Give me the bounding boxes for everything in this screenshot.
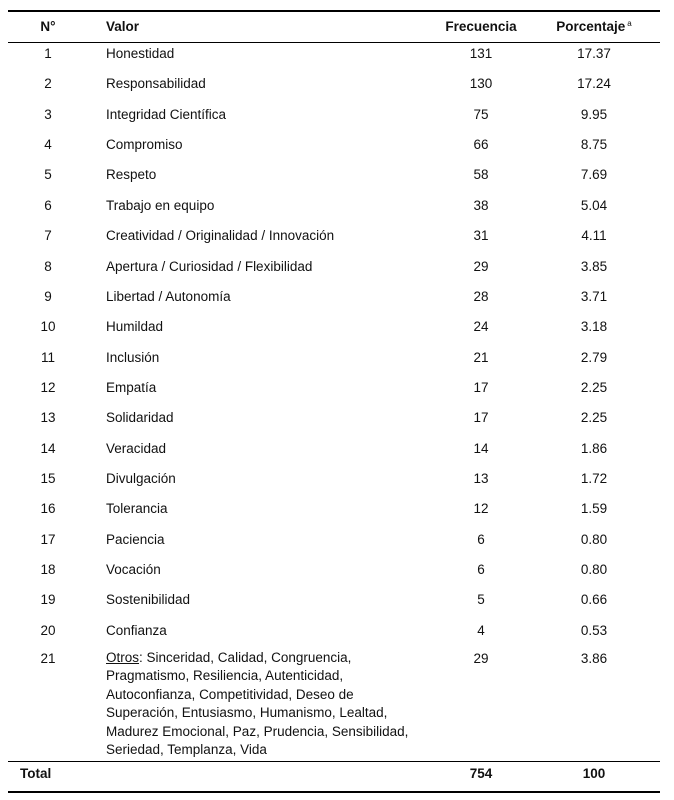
- cell-num: 7: [44, 228, 52, 244]
- cell-porcentaje: 2.25: [580, 410, 608, 426]
- cell-valor: Libertad / Autonomía: [106, 288, 231, 304]
- cell-porcentaje: 0.80: [580, 531, 608, 547]
- cell-frecuencia: 14: [473, 440, 489, 456]
- cell-frecuencia: 29: [473, 258, 489, 274]
- table-row: [8, 226, 660, 246]
- cell-frecuencia: 38: [473, 197, 489, 213]
- cell-num: 13: [40, 410, 56, 426]
- cell-num: 17: [40, 531, 56, 547]
- cell-porcentaje: 0.53: [580, 622, 608, 638]
- cell-num: 21: [40, 651, 56, 666]
- cell-valor: Humildad: [106, 319, 164, 335]
- cell-num: 3: [44, 106, 52, 122]
- total-frecuencia: 754: [469, 766, 493, 781]
- header-frecuencia: Frecuencia: [445, 19, 517, 34]
- cell-porcentaje: 17.24: [577, 76, 611, 92]
- cell-frecuencia: 58: [473, 167, 489, 183]
- cell-num: 16: [40, 501, 56, 517]
- cell-frecuencia: 21: [473, 349, 489, 365]
- table-header: [8, 17, 660, 37]
- cell-num: 1: [44, 46, 52, 61]
- cell-valor: Solidaridad: [106, 410, 174, 426]
- cell-num: 6: [44, 197, 52, 213]
- cell-valor: Paciencia: [106, 531, 165, 547]
- cell-porcentaje: 4.11: [581, 228, 607, 244]
- cell-num: 15: [40, 470, 56, 486]
- cell-frecuencia: 4: [477, 622, 485, 638]
- cell-valor: Trabajo en equipo: [106, 197, 215, 213]
- cell-num: 12: [40, 379, 56, 395]
- cell-num: 10: [40, 319, 56, 335]
- cell-porcentaje: 2.79: [580, 349, 608, 365]
- otros-cell: [106, 649, 426, 759]
- table-row: [8, 469, 660, 489]
- table-row: [8, 287, 660, 307]
- cell-frecuencia: 17: [473, 410, 489, 426]
- header-num: N°: [40, 19, 56, 34]
- header-porcentaje: Porcentaje $^a$: [556, 18, 632, 34]
- cell-frecuencia: 28: [473, 288, 489, 304]
- porcentaje-footnote-mark: a: [627, 18, 632, 28]
- table-row: [8, 408, 660, 428]
- cell-porcentaje: 0.80: [580, 562, 608, 577]
- cell-valor: Compromiso: [106, 137, 183, 153]
- cell-frecuencia: 13: [473, 470, 489, 486]
- cell-valor: Respeto: [106, 167, 157, 183]
- total-rule: [8, 761, 660, 762]
- cell-porcentaje: 9.95: [580, 106, 608, 122]
- cell-frecuencia: 31: [473, 228, 489, 244]
- cell-porcentaje: 3.85: [580, 258, 608, 274]
- otros-items: : Sinceridad, Calidad, Congruencia, Pragmatismo, Resiliencia, Autenticidad, Autoconfianza, Competitividad, Deseo de Superación, Entusiasmo, Humanismo, Lealtad, Madurez Emocional, Paz, Prudencia, Sensibilidad, Seriedad, Templanza, Vida: [106, 650, 409, 758]
- cell-valor: Vocación: [106, 562, 161, 577]
- table-row: [8, 499, 660, 519]
- cell-num: 4: [44, 137, 52, 153]
- table-row: [8, 348, 660, 368]
- cell-porcentaje: 17.37: [577, 46, 611, 61]
- table-row: [8, 378, 660, 398]
- cell-porcentaje: 2.25: [580, 379, 608, 395]
- otros-label: Otros: [106, 650, 140, 665]
- table-row-total: [8, 764, 660, 784]
- cell-num: 8: [44, 258, 52, 274]
- cell-porcentaje: 7.69: [580, 167, 608, 183]
- table-row: [8, 44, 660, 64]
- cell-valor: Apertura / Curiosidad / Flexibilidad: [106, 258, 313, 274]
- cell-valor: Veracidad: [106, 440, 167, 456]
- cell-porcentaje: 3.86: [580, 651, 608, 666]
- table-row: [8, 439, 660, 459]
- cell-valor: Sostenibilidad: [106, 592, 191, 608]
- cell-valor: Confianza: [106, 622, 167, 638]
- cell-frecuencia: 66: [473, 137, 489, 153]
- cell-num: 11: [40, 349, 55, 365]
- cell-porcentaje: 8.75: [580, 137, 608, 153]
- cell-porcentaje: 0.66: [580, 592, 608, 608]
- cell-valor: Tolerancia: [106, 501, 168, 517]
- cell-porcentaje: 3.71: [580, 288, 608, 304]
- cell-num: 9: [44, 288, 52, 304]
- table-row: [8, 257, 660, 277]
- table-row: [8, 621, 660, 641]
- table-row: [8, 196, 660, 216]
- cell-porcentaje: 1.72: [580, 470, 608, 486]
- top-rule: [8, 10, 660, 12]
- cell-num: 14: [40, 440, 56, 456]
- cell-frecuencia: 5: [477, 592, 485, 608]
- cell-valor: Empatía: [106, 379, 157, 395]
- cell-frecuencia: 75: [473, 106, 489, 122]
- table-row: [8, 560, 660, 580]
- cell-valor: Responsabilidad: [106, 76, 206, 92]
- table-row: [8, 530, 660, 550]
- total-label: Total: [20, 766, 52, 781]
- table-row: [8, 105, 660, 125]
- total-porcentaje: 100: [582, 766, 606, 781]
- cell-frecuencia: 6: [477, 562, 485, 577]
- cell-frecuencia: 6: [477, 531, 485, 547]
- cell-porcentaje: 5.04: [580, 197, 608, 213]
- header-valor: Valor: [106, 19, 140, 34]
- table-row: [8, 165, 660, 185]
- table-row: [8, 317, 660, 337]
- cell-porcentaje: 1.59: [580, 501, 608, 517]
- cell-valor: Creatividad / Originalidad / Innovación: [106, 228, 335, 244]
- table-row: [8, 74, 660, 94]
- cell-frecuencia: 12: [473, 501, 489, 517]
- cell-frecuencia: 130: [469, 76, 493, 92]
- cell-valor: Integridad Científica: [106, 106, 227, 122]
- table-row: [8, 135, 660, 155]
- cell-frecuencia: 131: [469, 46, 493, 61]
- cell-valor: Honestidad: [106, 46, 175, 61]
- header-rule: [8, 42, 660, 43]
- table-row: [8, 590, 660, 610]
- cell-num: 5: [44, 167, 52, 183]
- bottom-rule: [8, 791, 660, 793]
- cell-num: 19: [40, 592, 56, 608]
- cell-frecuencia: 29: [473, 651, 489, 666]
- cell-num: 18: [40, 562, 56, 577]
- cell-valor: Divulgación: [106, 470, 176, 486]
- table-row-otros: [8, 649, 660, 769]
- cell-frecuencia: 17: [473, 379, 489, 395]
- cell-valor: Inclusión: [106, 349, 160, 365]
- cell-frecuencia: 24: [473, 319, 489, 335]
- cell-num: 20: [40, 622, 56, 638]
- cell-porcentaje: 1.86: [580, 440, 608, 456]
- cell-num: 2: [44, 76, 52, 92]
- cell-porcentaje: 3.18: [580, 319, 608, 335]
